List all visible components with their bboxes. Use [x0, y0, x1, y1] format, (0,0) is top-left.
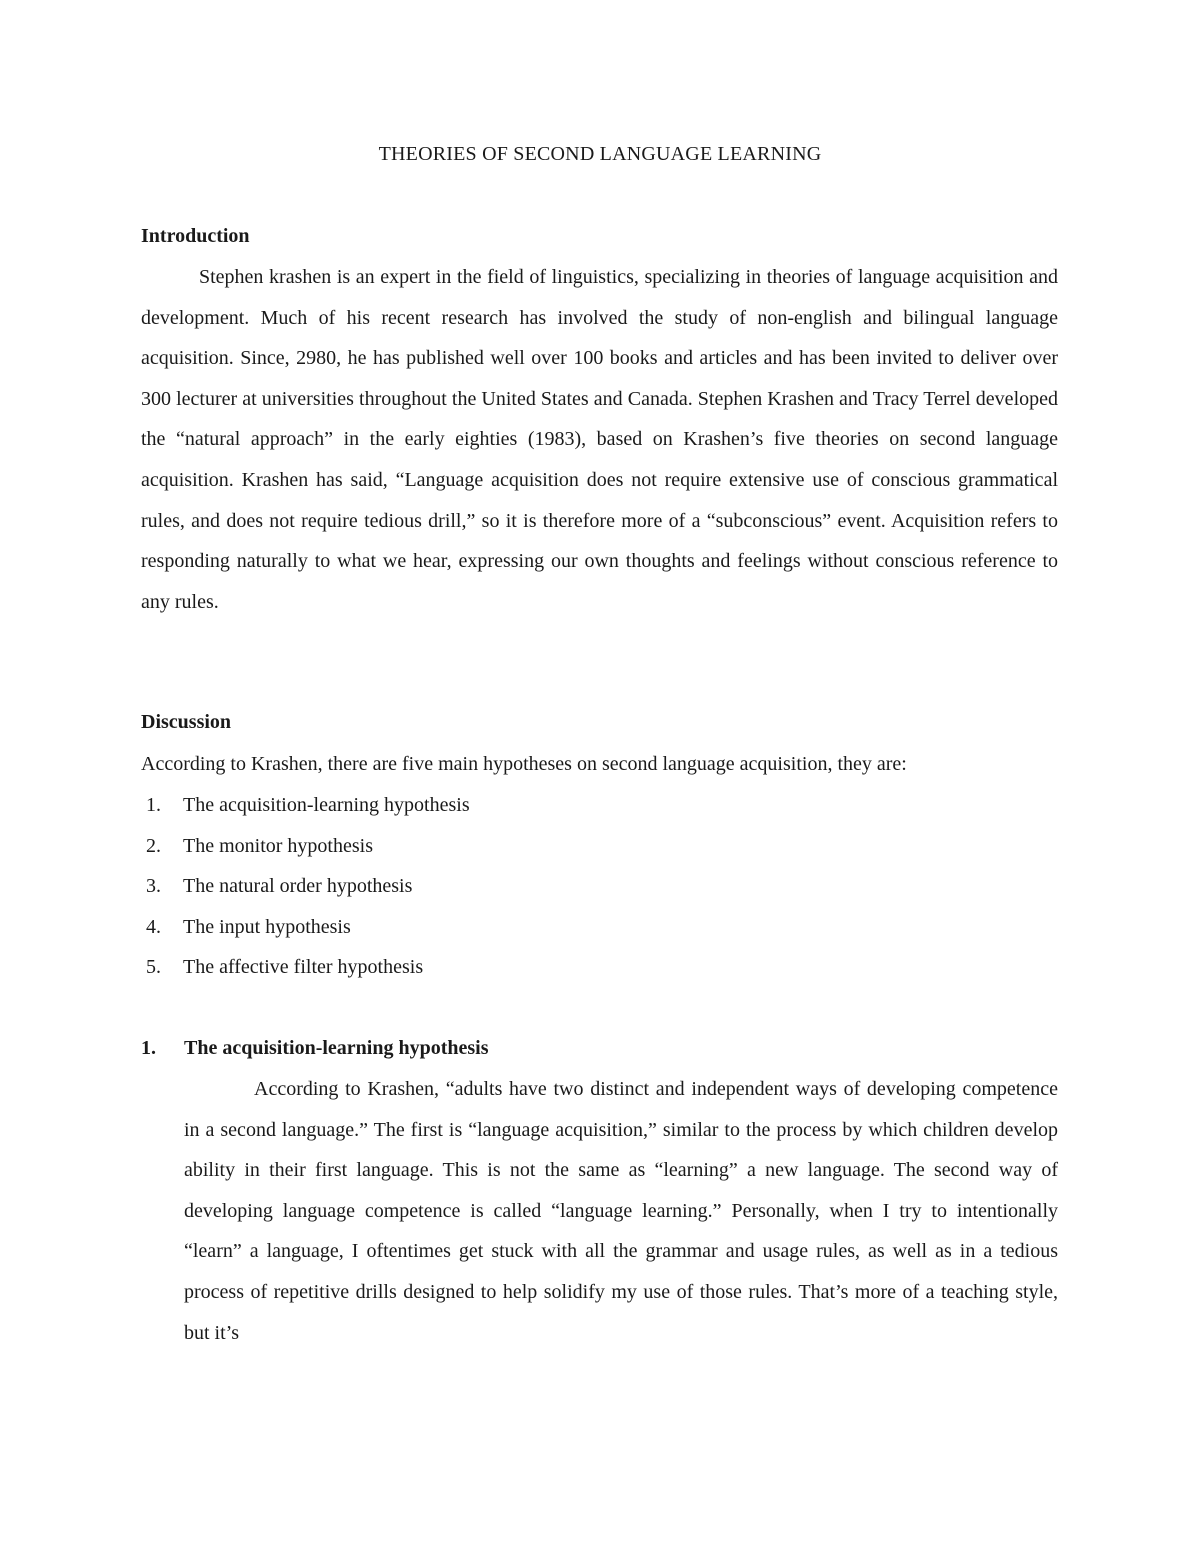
introduction-heading: Introduction [141, 225, 250, 247]
list-item [141, 826, 470, 867]
list-item [141, 785, 470, 826]
list-item-number: 1. [146, 794, 161, 816]
list-item-number: 3. [146, 875, 161, 898]
list-item-number: 2. [146, 834, 161, 857]
list-item-text: The input hypothesis [183, 915, 351, 938]
section-1-number: 1. [141, 1037, 156, 1059]
list-item-number: 4. [146, 915, 161, 938]
list-item-number: 5. [146, 956, 161, 979]
section-1-paragraph: According to Krashen, “adults have two distinct and independent ways of developing competence in a second language.” The first is “language acquisition,” similar to the process by which children develop ability in their first language. This is not the same as “learning” a new language. The second way of developing language competence is called “language learning.” Personally, when I try to intentionally “learn” a language, I oftentimes get stuck with all the grammar and usage rules, as well as in a tedious process of repetitive drills designed to help solidify my use of those rules. That’s more of a teaching style, but it’s [184, 1078, 1058, 1344]
list-item [141, 947, 470, 988]
hypotheses-list [141, 785, 470, 988]
list-item-text: The affective filter hypothesis [183, 956, 424, 979]
introduction-paragraph: Stephen krashen is an expert in the field of linguistics, specializing in theories of language acquisition and development. Much of his recent research has involved the study of non-english and bilingual language acquisition. Since, 2980, he has published well over 100 books and articles and has been invited to deliver over 300 lecturer at universities throughout the United States and Canada. Stephen Krashen and Tracy Terrel developed the “natural approach” in the early eighties (1983), based on Krashen’s five theories on second language acquisition. Krashen has said, “Language acquisition does not require extensive use of conscious grammatical rules, and does not require tedious drill,” so it is therefore more of a “subconscious” event. Acquisition refers to responding naturally to what we hear, expressing our own thoughts and feelings without conscious reference to any rules. [141, 266, 1058, 613]
list-item-text: The natural order hypothesis [183, 875, 413, 898]
list-item-text: The monitor hypothesis [183, 834, 373, 857]
list-item-text: The acquisition-learning hypothesis [183, 794, 470, 816]
document-title: THEORIES OF SECOND LANGUAGE LEARNING [378, 143, 822, 165]
section-1-heading [141, 1037, 489, 1060]
list-item [141, 866, 470, 907]
discussion-lead: According to Krashen, there are five main hypotheses on second language acquisition, they are: [141, 753, 907, 775]
list-item [141, 907, 470, 948]
discussion-heading: Discussion [141, 711, 232, 733]
section-1-title: The acquisition-learning hypothesis [184, 1037, 489, 1059]
